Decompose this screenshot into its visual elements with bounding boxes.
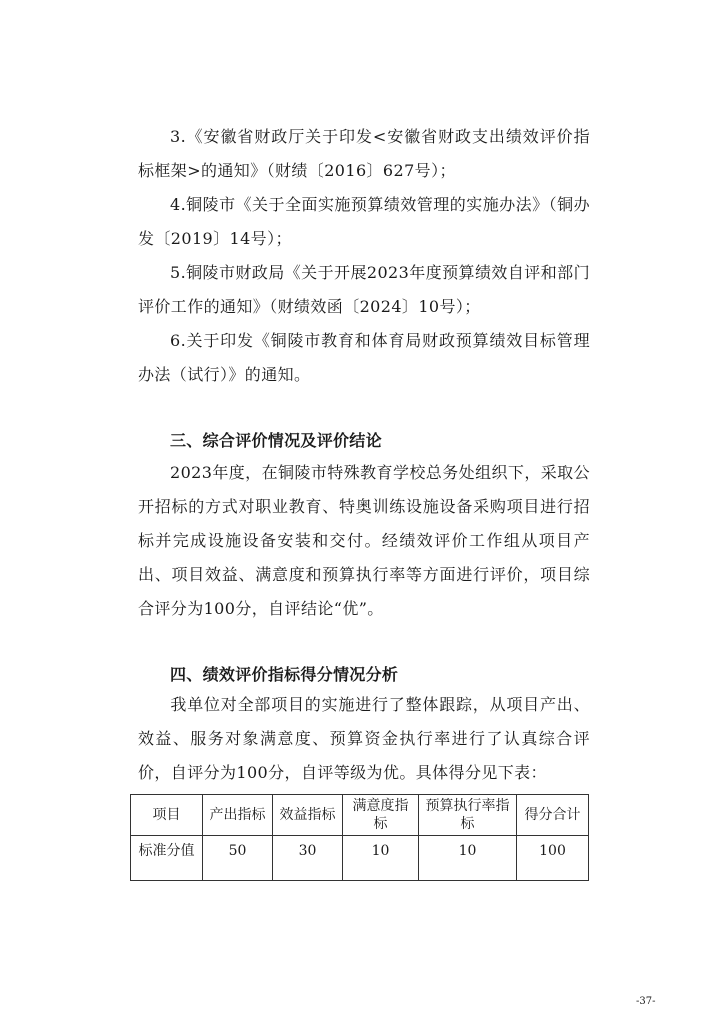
table-cell: 10 xyxy=(343,836,419,881)
table-header-cell: 满意度指标 xyxy=(343,795,419,836)
table-cell: 30 xyxy=(273,836,343,881)
paragraph-analysis xyxy=(138,688,590,790)
table-cell: 50 xyxy=(203,836,273,881)
paragraph-conclusion xyxy=(138,456,590,626)
paragraph-basis-3 xyxy=(138,120,590,188)
table-cell: 10 xyxy=(419,836,517,881)
paragraph-basis-6 xyxy=(138,324,590,392)
paragraph-text: 4.铜陵市《关于全面实施预算绩效管理的实施办法》（铜办发〔2019〕14号）； xyxy=(138,195,590,248)
paragraph-basis-4 xyxy=(138,188,590,256)
table-header-cell: 得分合计 xyxy=(517,795,589,836)
table-header-cell: 效益指标 xyxy=(273,795,343,836)
score-table xyxy=(130,794,589,881)
table-header-cell: 预算执行率指标 xyxy=(419,795,517,836)
paragraph-text: 2023年度，在铜陵市特殊教育学校总务处组织下，采取公开招标的方式对职业教育、特奥训练设施设备采购项目进行招标并完成设施设备安装和交付。经绩效评价工作组从项目产出、项目效益、满意度和预算执行率等方面进行评价，项目综合评分为100分，自评结论“优”。 xyxy=(138,463,590,618)
paragraph-basis-5 xyxy=(138,256,590,324)
page-number: -37- xyxy=(636,996,656,1007)
table-cell: 标准分值 xyxy=(131,836,203,881)
table-header-cell: 项目 xyxy=(131,795,203,836)
paragraph-text: 3.《安徽省财政厅关于印发<安徽省财政支出绩效评价指标框架>的通知》（财绩〔2016〕627号）； xyxy=(138,127,590,180)
section-heading-3: 三、综合评价情况及评价结论 xyxy=(170,431,382,450)
section-heading-4: 四、绩效评价指标得分情况分析 xyxy=(170,665,399,684)
table-cell: 100 xyxy=(517,836,589,881)
paragraph-text: 5.铜陵市财政局《关于开展2023年度预算绩效自评和部门评价工作的通知》（财绩效函〔2024〕10号）； xyxy=(138,263,590,316)
paragraph-text: 我单位对全部项目的实施进行了整体跟踪，从项目产出、效益、服务对象满意度、预算资金执行率进行了认真综合评价，自评分为100分，自评等级为优。具体得分见下表： xyxy=(138,695,590,782)
table-header-cell: 产出指标 xyxy=(203,795,273,836)
table-header-row xyxy=(131,795,589,836)
paragraph-text: 6.关于印发《铜陵市教育和体育局财政预算绩效目标管理办法（试行）》的通知。 xyxy=(138,331,590,384)
table-row xyxy=(131,836,589,881)
